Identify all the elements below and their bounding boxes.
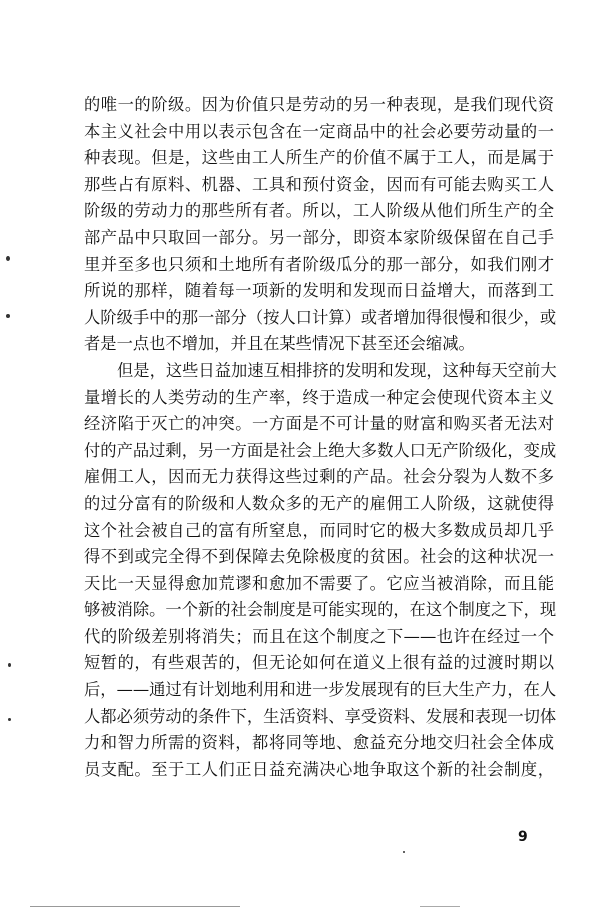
- text-line: 人阶级手中的那一部分（按人口计算）或者增加得很慢和很少，或: [84, 307, 557, 327]
- text-line: 的唯一的阶级。因为价值只是劳动的另一种表现，是我们现代资: [84, 95, 554, 114]
- scan-speck: [6, 314, 10, 318]
- text-line: 这个社会被自己的富有所窒息，而同时它的极大多数成员却几乎: [84, 520, 554, 540]
- text-line: 员支配。至于工人们正日益充满决心地争取这个新的社会制度，: [84, 759, 554, 779]
- text-line: 力和智力所需的资料，都将同等地、愈益充分地交归社会全体成: [84, 733, 554, 753]
- text-line: 代的阶级差别将消失；而且在这个制度之下——也许在经过一个: [84, 626, 554, 646]
- scan-edge-line: [420, 906, 460, 907]
- text-line: 那些占有原料、机器、工具和预付资金，因而有可能去购买工人: [84, 174, 554, 194]
- scan-speck: [8, 663, 11, 667]
- text-line: 人都必须劳动的条件下，生活资料、享受资料、发展和表现一切体: [84, 706, 557, 726]
- text-line: 天比一天显得愈加荒谬和愈加不需要了。它应当被消除，而且能: [84, 573, 554, 593]
- text-line: 短暂的，有些艰苦的，但无论如何在道义上很有益的过渡时期以: [84, 653, 554, 673]
- scan-edge-line: [30, 906, 240, 907]
- text-line-paragraph-start: 但是，这些日益加速互相排挤的发明和发现，这种每天空前大: [117, 360, 557, 380]
- text-line: 部产品中只取回一部分。另一部分，即资本家阶级保留在自己手: [84, 227, 554, 247]
- text-line: 本主义社会中用以表示包含在一定商品中的社会必要劳动量的一: [84, 121, 554, 141]
- text-line: 够被消除。一个新的社会制度是可能实现的，在这个制度之下，现: [84, 600, 557, 620]
- text-line: 经济陷于灭亡的冲突。一方面是不可计量的财富和购买者无法对: [84, 414, 554, 434]
- text-line: 得不到或完全得不到保障去免除极度的贫困。社会的这种状况一: [84, 547, 554, 567]
- body-text: [84, 92, 557, 783]
- text-line: 的过分富有的阶级和人数众多的无产的雇佣工人阶级，这就使得: [84, 493, 554, 513]
- text-line: 里并至多也只须和土地所有者阶级瓜分的那一部分，如我们刚才: [84, 254, 554, 274]
- text-line: 种表现。但是，这些由工人所生产的价值不属于工人，而是属于: [84, 148, 554, 168]
- scan-speck: [8, 718, 11, 721]
- scan-speck: [403, 851, 405, 853]
- text-line: 雇佣工人，因而无力获得这些过剩的产品。社会分裂为人数不多: [84, 467, 554, 487]
- text-line-paragraph-end: 者是一点也不增加，并且在某些情况下甚至还会缩减。: [84, 334, 475, 354]
- text-line: 付的产品过剩，另一方面是社会上绝大多数人口无产阶级化，变成: [84, 440, 557, 460]
- text-line: 所说的那样，随着每一项新的发明和发现而日益增大，而落到工: [84, 281, 554, 301]
- scan-speck: [6, 256, 10, 261]
- text-line: 阶级的劳动力的那些所有者。所以，工人阶级从他们所生产的全: [84, 201, 554, 221]
- text-line: 量增长的人类劳动的生产率，终于造成一种定会使现代资本主义: [84, 387, 554, 407]
- page-number: 9: [518, 829, 528, 845]
- text-line: 后，——通过有计划地利用和进一步发展现有的巨大生产力，在人: [84, 680, 557, 700]
